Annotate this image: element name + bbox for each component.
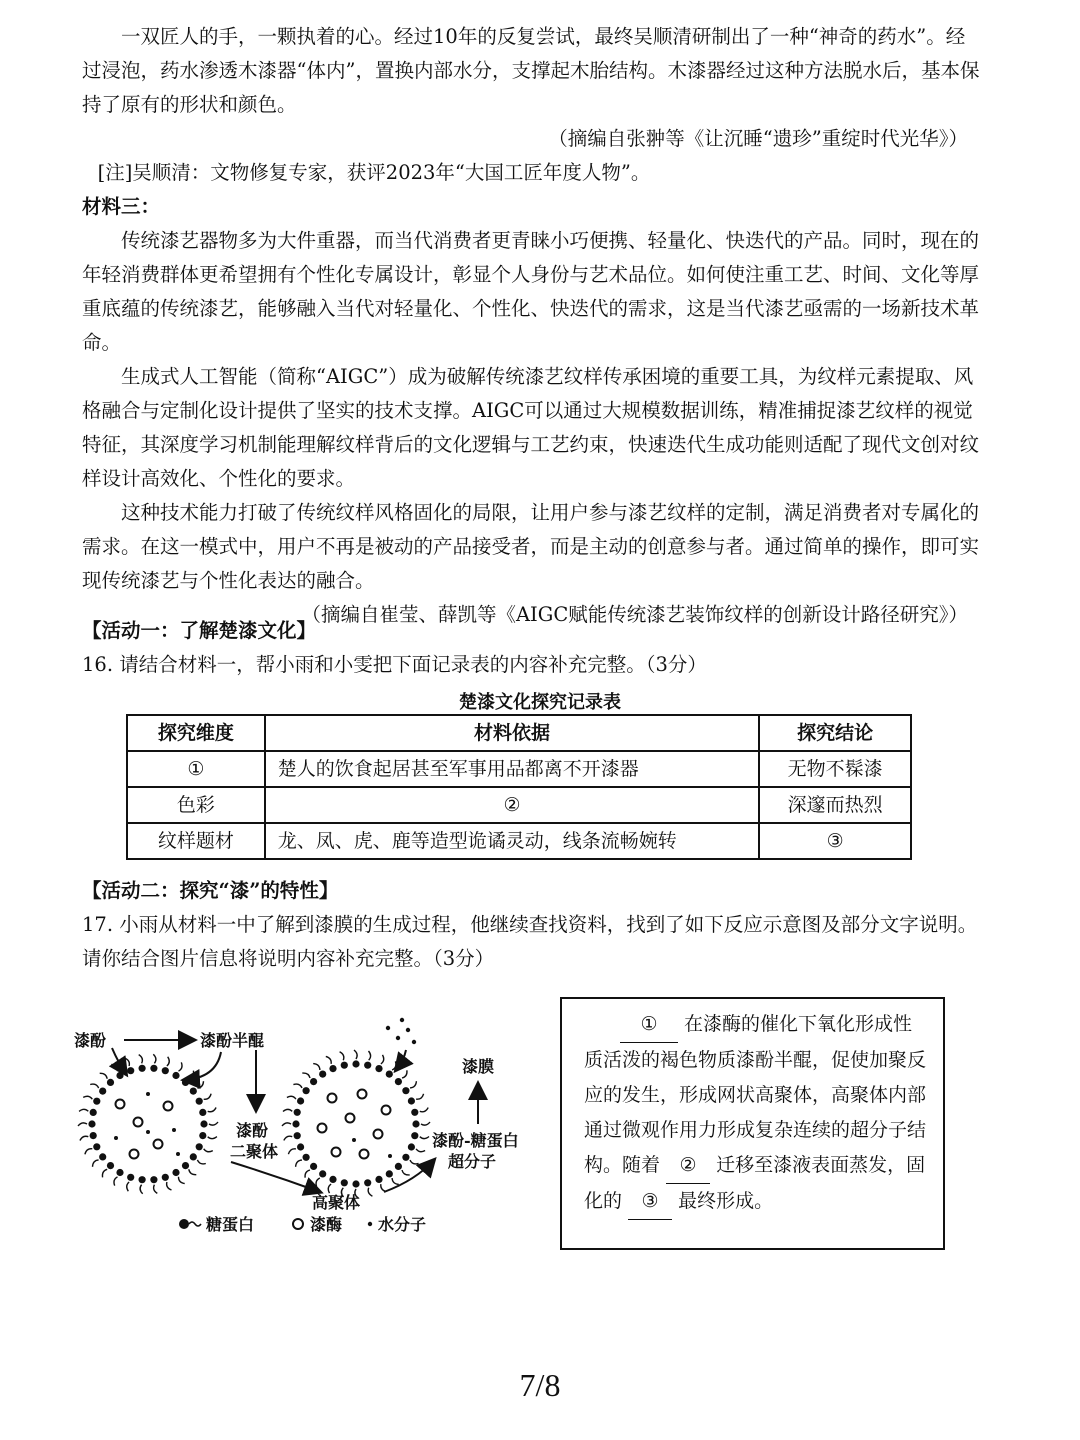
table-title: 楚漆文化探究记录表	[459, 692, 621, 713]
label-supra-2: 超分子	[448, 1152, 497, 1171]
label-phenol: 漆酚	[74, 1031, 107, 1050]
question-17: 17. 小雨从材料一中了解到漆膜的生成过程，他继续查找资料，找到了如下反应示意图及部分文字说明。请你结合图片信息将说明内容补充完整。（3分）	[82, 913, 978, 970]
table-header: 材料依据	[265, 715, 760, 751]
table-header: 探究结论	[759, 715, 911, 751]
arrow-to-polymer	[231, 1162, 320, 1192]
material3	[82, 190, 982, 632]
blank-1: ①	[620, 1007, 678, 1043]
material3-paragraph-1: 传统漆艺器物多为大件重器，而当代消费者更青睐小巧便携、轻量化、快迭代的产品。同时，现在的年轻消费群体更希望拥有个性化专属设计，彰显个人身份与艺术品位。如何使注重工艺、时间、文化等厚重底蕴的传统漆艺，能够融入当代对轻量化、个性化、快迭代的需求，这是当代漆艺亟需的一场新技术革命。	[82, 229, 980, 354]
material3-source: （摘编自崔莹、薛凯等《AIGC赋能传统漆艺装饰纹样的创新设计路径研究》）	[301, 603, 968, 626]
diagram-legend	[179, 1215, 426, 1234]
question-16: 16. 请结合材料一，帮小雨和小雯把下面记录表的内容补充完整。（3分）	[82, 653, 707, 676]
legend-glycoprotein: 糖蛋白	[206, 1215, 255, 1234]
micelle-left	[78, 1054, 218, 1194]
table-header-row	[127, 715, 911, 751]
label-semiquinone: 漆酚半醌	[200, 1031, 265, 1050]
material3-paragraph-2: 生成式人工智能（简称“AIGC”）成为破解传统漆艺纹样传承困境的重要工具，为纹样元素提取、风格融合与定制化设计提供了坚实的技术支撑。AIGC可以通过大规模数据训练，精准捕捉漆艺纹样的视觉特征，其深度学习机制能理解纹样背后的文化逻辑与工艺约束，快速迭代生成功能则适配了现代文创对纹样设计高效化、个性化的要求。	[82, 365, 980, 490]
arrow-phenol-in	[112, 1048, 126, 1074]
material2-source: （摘编自张翀等《让沉睡“遗珍”重绽时代光华》）	[548, 127, 968, 150]
label-supra-1: 漆酚-糖蛋白	[432, 1131, 519, 1150]
table-cell: 纹样题材	[127, 823, 265, 859]
table-row	[127, 751, 911, 787]
blank-2: ②	[666, 1148, 710, 1184]
table-cell: ①	[127, 751, 265, 787]
explanation-box	[560, 997, 945, 1250]
activity1	[82, 614, 982, 682]
table-row	[127, 787, 911, 823]
explanation-part-1: 在漆酶的催化下氧化形成性质活泼的褐色物质漆酚半醌，促使加聚反应的发生，形成网状高聚体，高聚体内部通过微观作用力形成复杂连续的超分子结构。随着	[584, 1013, 927, 1176]
table-cell: 龙、凤、虎、鹿等造型诡谲灵动，线条流畅婉转	[265, 823, 760, 859]
material2-tail	[82, 20, 982, 190]
table-cell: 深邃而热烈	[759, 787, 911, 823]
table-header: 探究维度	[127, 715, 265, 751]
arrow-water-out	[396, 1050, 406, 1070]
table-row	[127, 823, 911, 859]
table-cell: 无物不髹漆	[759, 751, 911, 787]
record-table	[126, 714, 912, 860]
table-cell: ②	[265, 787, 760, 823]
explanation-part-2: 迁移至漆液表面蒸发，固化的	[584, 1154, 926, 1212]
reaction-diagram	[66, 1000, 556, 1250]
label-film: 漆膜	[462, 1057, 495, 1076]
label-polymer: 高聚体	[312, 1193, 361, 1212]
table-cell: 楚人的饮食起居甚至军事用品都离不开漆器	[265, 751, 760, 787]
legend-laccase: 漆酶	[310, 1215, 343, 1234]
table-cell: 色彩	[127, 787, 265, 823]
activity2	[82, 874, 982, 976]
material3-paragraph-3: 这种技术能力打破了传统纹样风格固化的局限，让用户参与漆艺纹样的定制，满足消费者对专属化的需求。在这一模式中，用户不再是被动的产品接受者，而是主动的创意参与者。通过简单的操作，即可实现传统漆艺与个性化表达的融合。	[82, 501, 980, 592]
activity2-heading: 【活动二：探究“漆”的特性】	[82, 879, 339, 902]
arrow-semiquinone-in	[184, 1052, 221, 1080]
explanation-part-3: 最终形成。	[678, 1190, 774, 1212]
page-number: 7/8	[519, 1367, 561, 1403]
material2-note: [注]吴顺清：文物修复专家，获评2023年“大国工匠年度人物”。	[97, 161, 651, 184]
material3-heading: 材料三：	[82, 195, 161, 218]
label-dimer-2: 二聚体	[230, 1142, 279, 1161]
label-dimer-1: 漆酚	[236, 1121, 269, 1140]
material2-paragraph: 一双匠人的手，一颗执着的心。经过10年的反复尝试，最终吴顺清研制出了一种“神奇的药水”。经过浸泡，药水渗透木漆器“体内”，置换内部水分，支撑起木胎结构。木漆器经过这种方法脱水后，基本保持了原有的形状和颜色。	[82, 25, 980, 116]
table-cell: ③	[759, 823, 911, 859]
micelle-right	[282, 1050, 430, 1198]
activity1-heading: 【活动一：了解楚漆文化】	[82, 619, 317, 642]
blank-3: ③	[628, 1184, 672, 1220]
legend-water: 水分子	[378, 1215, 427, 1234]
